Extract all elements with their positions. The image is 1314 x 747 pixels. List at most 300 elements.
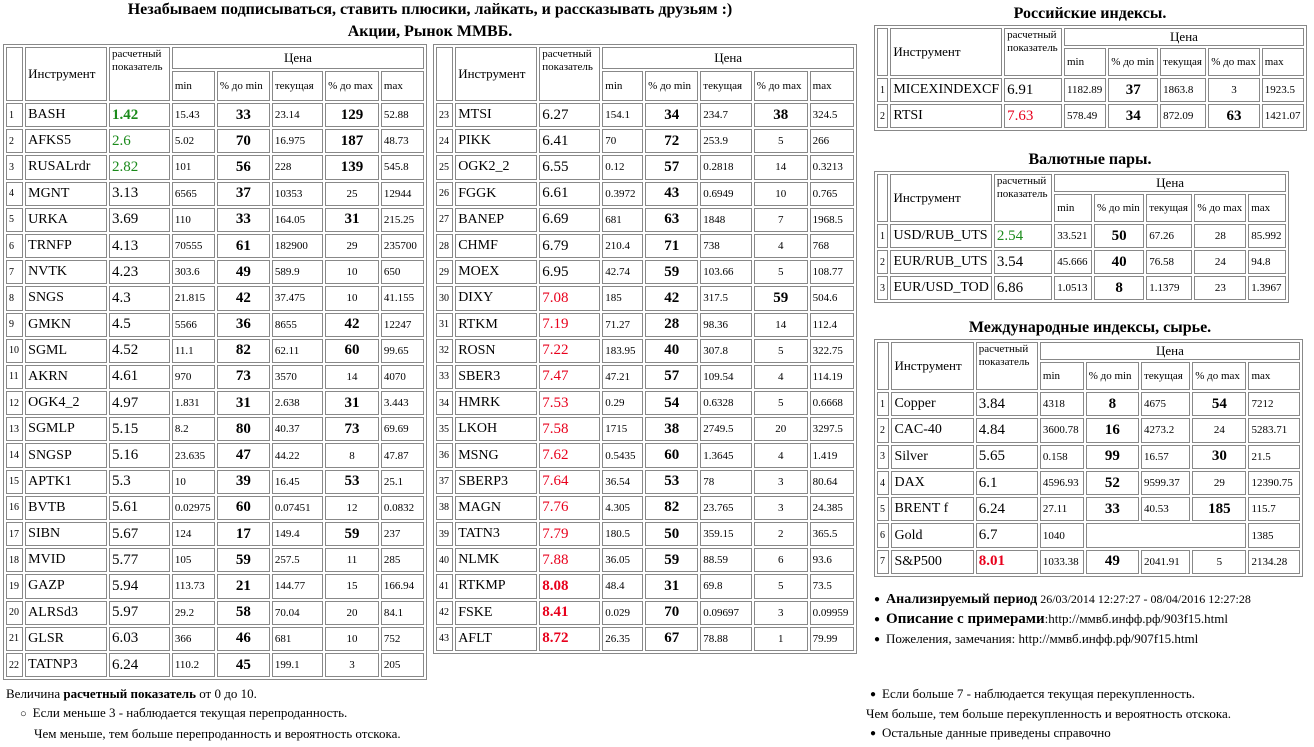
- min-value: 4318: [1040, 392, 1084, 416]
- pct-to-max: 5: [754, 260, 808, 284]
- table-row: [436, 627, 854, 651]
- header-blank: [877, 28, 888, 76]
- table-row: [6, 182, 424, 206]
- instrument-name: MTSI: [455, 103, 537, 127]
- header-current: текущая: [1160, 48, 1206, 76]
- current-value: 182900: [272, 234, 323, 258]
- max-value: 47.87: [381, 443, 424, 467]
- calc-value: 6.95: [539, 260, 600, 284]
- header-price: Цена: [1064, 28, 1304, 46]
- calc-value: 7.47: [539, 365, 600, 389]
- row-number: 3: [877, 445, 889, 469]
- table-row: [436, 339, 854, 363]
- pct-to-min: 40: [645, 339, 698, 363]
- row-number: 3: [877, 276, 888, 300]
- table-row: [6, 653, 424, 677]
- pct-to-max: 24: [1194, 250, 1246, 274]
- max-value: 94.8: [1248, 250, 1286, 274]
- current-value: 88.59: [700, 548, 752, 572]
- header-calc: расчетный показатель: [109, 47, 170, 101]
- table-row: [877, 250, 1286, 274]
- section-title-currency: Валютные пары.: [1028, 151, 1152, 168]
- wishes-line: [874, 629, 1312, 649]
- min-value: 5566: [172, 313, 215, 337]
- max-value: 235700: [381, 234, 424, 258]
- instrument-name: Gold: [891, 523, 973, 547]
- min-value: 8.2: [172, 417, 215, 441]
- min-value: 4.305: [602, 496, 643, 520]
- instrument-name: SBER3: [455, 365, 537, 389]
- description-link[interactable]: :http://ммвб.инфф.рф/903f15.html: [1044, 611, 1228, 626]
- table-row: [877, 276, 1286, 300]
- pct-to-min: 80: [217, 417, 270, 441]
- instrument-name: FGGK: [455, 182, 537, 206]
- pct-to-min: 49: [1086, 550, 1139, 574]
- calc-value: 5.67: [109, 522, 170, 546]
- pct-to-max: 53: [325, 470, 379, 494]
- calc-value: 6.61: [539, 182, 600, 206]
- pct-to-min: 99: [1086, 445, 1139, 469]
- pct-to-max: 3: [754, 470, 808, 494]
- header-blank: [877, 174, 888, 222]
- max-value: 108.77: [810, 260, 854, 284]
- row-number: 4: [877, 471, 889, 495]
- current-value: 23.765: [700, 496, 752, 520]
- instrument-name: Silver: [891, 445, 973, 469]
- pct-to-min: 8: [1086, 392, 1139, 416]
- stocks-table-right: [433, 44, 857, 654]
- pct-to-max: 2: [754, 522, 808, 546]
- max-value: 84.1: [381, 601, 424, 625]
- row-number: 5: [877, 497, 889, 521]
- calc-value: 6.03: [109, 627, 170, 651]
- max-value: 73.5: [810, 574, 854, 598]
- header-current: текущая: [700, 71, 752, 101]
- instrument-name: Copper: [891, 392, 973, 416]
- pct-to-max: 10: [754, 182, 808, 206]
- calc-value: 8.72: [539, 627, 600, 651]
- pct-to-min: 70: [645, 601, 698, 625]
- header-price: Цена: [172, 47, 424, 69]
- instrument-name: SBERP3: [455, 470, 537, 494]
- min-value: 1182.89: [1064, 78, 1106, 102]
- pct-to-max: 63: [1208, 104, 1260, 128]
- table-row: [877, 418, 1300, 442]
- calc-value: 6.24: [109, 653, 170, 677]
- pct-to-min: 40: [1094, 250, 1144, 274]
- instrument-name: S&P500: [891, 550, 973, 574]
- row-number: 3: [6, 155, 23, 179]
- table-row: [436, 129, 854, 153]
- pct-to-min: 45: [217, 653, 270, 677]
- pct-to-min: 34: [645, 103, 698, 127]
- max-value: 545.8: [381, 155, 424, 179]
- pct-to-min: 43: [645, 182, 698, 206]
- current-value: 76.58: [1146, 250, 1192, 274]
- max-value: 79.99: [810, 627, 854, 651]
- row-number: 8: [6, 286, 23, 310]
- row-number: 14: [6, 443, 23, 467]
- min-value: 6565: [172, 182, 215, 206]
- pct-to-max: 4: [754, 234, 808, 258]
- pct-to-max: 14: [325, 365, 379, 389]
- max-value: 266: [810, 129, 854, 153]
- pct-to-min: 50: [1094, 224, 1144, 248]
- row-number: 19: [6, 574, 23, 598]
- table-row: [436, 470, 854, 494]
- row-number: 26: [436, 182, 453, 206]
- min-value: 110.2: [172, 653, 215, 677]
- min-value: 124: [172, 522, 215, 546]
- max-value: 12944: [381, 182, 424, 206]
- calc-value: 1.42: [109, 103, 170, 127]
- instrument-name: TATN3: [455, 522, 537, 546]
- header-pct-min: % до min: [645, 71, 698, 101]
- header-min: min: [172, 71, 215, 101]
- instrument-name: MVID: [25, 548, 107, 572]
- header-max: max: [1248, 194, 1286, 222]
- min-value: 970: [172, 365, 215, 389]
- header-price: Цена: [1054, 174, 1286, 192]
- current-value: 4273.2: [1141, 418, 1190, 442]
- header-row: [877, 28, 1304, 46]
- footer-right-line2: Чем больше, тем больше перекупленность и вероятность отскока.: [866, 706, 1231, 721]
- calc-value: 2.6: [109, 129, 170, 153]
- pct-to-min: 57: [645, 155, 698, 179]
- row-number: 18: [6, 548, 23, 572]
- current-value: 98.36: [700, 313, 752, 337]
- current-value: 62.11: [272, 339, 323, 363]
- header-instrument: Инструмент: [890, 28, 1002, 76]
- footer-left-line3: Чем меньше, тем больше перепроданность и вероятность отскока.: [34, 726, 401, 741]
- min-value: 105: [172, 548, 215, 572]
- table-row: [436, 365, 854, 389]
- period-label: Анализируемый период: [886, 592, 1038, 607]
- header-min: min: [1064, 48, 1106, 76]
- calc-value: 8.01: [976, 550, 1038, 574]
- pct-to-max: 5: [1192, 550, 1246, 574]
- row-number: 15: [6, 470, 23, 494]
- table-row: [436, 103, 854, 127]
- instrument-name: ALRSd3: [25, 601, 107, 625]
- instrument-name: SNGS: [25, 286, 107, 310]
- header-current: текущая: [1141, 362, 1190, 390]
- pct-to-min: 8: [1094, 276, 1144, 300]
- header-max: max: [810, 71, 854, 101]
- current-value: 16.57: [1141, 445, 1190, 469]
- calc-value: 6.41: [539, 129, 600, 153]
- table-row: [6, 470, 424, 494]
- instrument-name: AKRN: [25, 365, 107, 389]
- pct-to-min: 60: [645, 443, 698, 467]
- max-value: 2134.28: [1248, 550, 1300, 574]
- max-value: 99.65: [381, 339, 424, 363]
- min-value: 303.6: [172, 260, 215, 284]
- current-value: 16.45: [272, 470, 323, 494]
- calc-value: 6.91: [1004, 78, 1062, 102]
- instrument-name: MGNT: [25, 182, 107, 206]
- instrument-name: SIBN: [25, 522, 107, 546]
- table-row: [436, 260, 854, 284]
- pct-to-max: 59: [325, 522, 379, 546]
- footer-left-line1: Величина расчетный показатель от 0 до 10.: [6, 686, 257, 701]
- calc-value: 4.61: [109, 365, 170, 389]
- table-row: [436, 601, 854, 625]
- current-value: 0.6949: [700, 182, 752, 206]
- calc-value: 8.41: [539, 601, 600, 625]
- current-value: 253.9: [700, 129, 752, 153]
- row-number: 11: [6, 365, 23, 389]
- pct-to-max: 10: [325, 286, 379, 310]
- header-instrument: Инструмент: [25, 47, 107, 101]
- header-instrument: Инструмент: [890, 174, 991, 222]
- max-value: 365.5: [810, 522, 854, 546]
- instrument-name: GMKN: [25, 313, 107, 337]
- header-min: min: [1040, 362, 1084, 390]
- pct-to-max: 25: [325, 182, 379, 206]
- pct-to-min: 49: [217, 260, 270, 284]
- current-value: 228: [272, 155, 323, 179]
- min-value: 48.4: [602, 574, 643, 598]
- table-row: [877, 224, 1286, 248]
- pct-to-max: 3: [754, 496, 808, 520]
- min-value: 210.4: [602, 234, 643, 258]
- header-instrument: Инструмент: [891, 342, 973, 390]
- calc-value: 7.58: [539, 417, 600, 441]
- max-value: 114.19: [810, 365, 854, 389]
- current-value: 872.09: [1160, 104, 1206, 128]
- pct-to-max: 59: [754, 286, 808, 310]
- header-pct-max: % до max: [1208, 48, 1260, 76]
- header-max: max: [381, 71, 424, 101]
- row-number: 6: [6, 234, 23, 258]
- instrument-name: LKOH: [455, 417, 537, 441]
- footer-right-line1: ● Если больше 7 - наблюдается текущая перекупленность.: [866, 684, 1312, 704]
- table-row: [877, 497, 1300, 521]
- header-pct-min: % до min: [217, 71, 270, 101]
- row-number: 25: [436, 155, 453, 179]
- instrument-name: BRENT f: [891, 497, 973, 521]
- calc-value: 7.79: [539, 522, 600, 546]
- calc-value: 5.61: [109, 496, 170, 520]
- header-calc: расчетный показатель: [994, 174, 1052, 222]
- empty-cells: [1086, 523, 1247, 547]
- current-value: 2041.91: [1141, 550, 1190, 574]
- row-number: 20: [6, 601, 23, 625]
- calc-value: 3.13: [109, 182, 170, 206]
- min-value: 110: [172, 208, 215, 232]
- instrument-name: BANEP: [455, 208, 537, 232]
- min-value: 10: [172, 470, 215, 494]
- max-value: 24.385: [810, 496, 854, 520]
- pct-to-min: 50: [645, 522, 698, 546]
- min-value: 183.95: [602, 339, 643, 363]
- table-row: [6, 496, 424, 520]
- pct-to-max: 20: [325, 601, 379, 625]
- pct-to-min: 31: [217, 391, 270, 415]
- calc-value: 5.65: [976, 445, 1038, 469]
- header-calc: расчетный показатель: [1004, 28, 1062, 76]
- row-number: 21: [6, 627, 23, 651]
- table-row: [6, 601, 424, 625]
- table-row: [877, 550, 1300, 574]
- current-value: 67.26: [1146, 224, 1192, 248]
- table-row: [6, 548, 424, 572]
- min-value: 70: [602, 129, 643, 153]
- min-value: 101: [172, 155, 215, 179]
- pct-to-max: 8: [325, 443, 379, 467]
- max-value: 322.75: [810, 339, 854, 363]
- min-value: 15.43: [172, 103, 215, 127]
- max-value: 80.64: [810, 470, 854, 494]
- table-row: [6, 129, 424, 153]
- description-label: Описание с примерами: [886, 611, 1045, 627]
- instrument-name: RTKM: [455, 313, 537, 337]
- intl-indexes-table: [874, 339, 1303, 577]
- calc-value: 5.94: [109, 574, 170, 598]
- min-value: 47.21: [602, 365, 643, 389]
- instrument-name: USD/RUB_UTS: [890, 224, 991, 248]
- pct-to-max: 12: [325, 496, 379, 520]
- max-value: 0.3213: [810, 155, 854, 179]
- row-number: 2: [877, 250, 888, 274]
- calc-value: 7.76: [539, 496, 600, 520]
- table-row: [877, 523, 1300, 547]
- instrument-name: GLSR: [25, 627, 107, 651]
- current-value: 1863.8: [1160, 78, 1206, 102]
- table-row: [436, 443, 854, 467]
- footer-right: [866, 684, 1312, 743]
- instrument-name: MICEXINDEXCF: [890, 78, 1002, 102]
- instrument-name: RTKMP: [455, 574, 537, 598]
- header-price: Цена: [1040, 342, 1300, 360]
- min-value: 11.1: [172, 339, 215, 363]
- min-value: 1033.38: [1040, 550, 1084, 574]
- wishes-text[interactable]: Пожеления, замечания: http://ммвб.инфф.рф/907f15.html: [886, 631, 1199, 646]
- pct-to-max: 42: [325, 313, 379, 337]
- pct-to-min: 54: [645, 391, 698, 415]
- current-value: 69.8: [700, 574, 752, 598]
- min-value: 180.5: [602, 522, 643, 546]
- table-row: [436, 286, 854, 310]
- footer-left-bold: расчетный показатель: [63, 686, 196, 701]
- calc-value: 6.55: [539, 155, 600, 179]
- pct-to-min: 59: [645, 260, 698, 284]
- row-number: 16: [6, 496, 23, 520]
- pct-to-min: 33: [217, 208, 270, 232]
- row-number: 7: [877, 550, 889, 574]
- instrument-name: BASH: [25, 103, 107, 127]
- min-value: 154.1: [602, 103, 643, 127]
- max-value: 205: [381, 653, 424, 677]
- pct-to-min: 71: [645, 234, 698, 258]
- row-number: 4: [6, 182, 23, 206]
- pct-to-max: 11: [325, 548, 379, 572]
- header-price: Цена: [602, 47, 854, 69]
- pct-to-max: 30: [1192, 445, 1246, 469]
- current-value: 109.54: [700, 365, 752, 389]
- max-value: 12390.75: [1248, 471, 1300, 495]
- pct-to-max: 10: [325, 627, 379, 651]
- header-row: [877, 174, 1286, 192]
- calc-value: 2.82: [109, 155, 170, 179]
- pct-to-min: 72: [645, 129, 698, 153]
- max-value: 41.155: [381, 286, 424, 310]
- row-number: 41: [436, 574, 453, 598]
- min-value: 1040: [1040, 523, 1084, 547]
- table-row: [6, 286, 424, 310]
- row-number: 29: [436, 260, 453, 284]
- max-value: 324.5: [810, 103, 854, 127]
- calc-value: 6.27: [539, 103, 600, 127]
- row-number: 9: [6, 313, 23, 337]
- instrument-name: NVTK: [25, 260, 107, 284]
- row-number: 32: [436, 339, 453, 363]
- instrument-name: EUR/USD_TOD: [890, 276, 991, 300]
- current-value: 0.07451: [272, 496, 323, 520]
- table-row: [436, 155, 854, 179]
- pct-to-max: 23: [1194, 276, 1246, 300]
- calc-value: 4.23: [109, 260, 170, 284]
- current-value: 10353: [272, 182, 323, 206]
- row-number: 22: [6, 653, 23, 677]
- table-row: [6, 365, 424, 389]
- pct-to-min: 61: [217, 234, 270, 258]
- calc-value: 7.63: [1004, 104, 1062, 128]
- pct-to-min: 36: [217, 313, 270, 337]
- section-title-ru-indexes: Российские индексы.: [1013, 5, 1167, 22]
- pct-to-max: 129: [325, 103, 379, 127]
- table-row: [6, 260, 424, 284]
- pct-to-max: 10: [325, 260, 379, 284]
- table-row: [6, 417, 424, 441]
- calc-value: 4.52: [109, 339, 170, 363]
- row-number: 36: [436, 443, 453, 467]
- table-row: [6, 103, 424, 127]
- pct-to-min: 42: [645, 286, 698, 310]
- max-value: 52.88: [381, 103, 424, 127]
- min-value: 71.27: [602, 313, 643, 337]
- table-row: [877, 78, 1304, 102]
- header-blank: [6, 47, 23, 101]
- calc-value: 3.84: [976, 392, 1038, 416]
- max-value: 3297.5: [810, 417, 854, 441]
- current-value: 257.5: [272, 548, 323, 572]
- table-row: [436, 548, 854, 572]
- table-row: [436, 182, 854, 206]
- min-value: 70555: [172, 234, 215, 258]
- row-number: 42: [436, 601, 453, 625]
- pct-to-min: 21: [217, 574, 270, 598]
- min-value: 0.12: [602, 155, 643, 179]
- current-value: 70.04: [272, 601, 323, 625]
- row-number: 30: [436, 286, 453, 310]
- header-blank: [436, 47, 453, 101]
- max-value: 0.6668: [810, 391, 854, 415]
- table-row: [6, 443, 424, 467]
- pct-to-min: 46: [217, 627, 270, 651]
- current-value: 0.09697: [700, 601, 752, 625]
- description-line: [874, 609, 1312, 629]
- min-value: 578.49: [1064, 104, 1106, 128]
- max-value: 0.765: [810, 182, 854, 206]
- header-current: текущая: [272, 71, 323, 101]
- pct-to-max: 5: [754, 391, 808, 415]
- table-row: [6, 627, 424, 651]
- period-line: [874, 590, 1312, 609]
- min-value: 1715: [602, 417, 643, 441]
- max-value: 1421.07: [1262, 104, 1304, 128]
